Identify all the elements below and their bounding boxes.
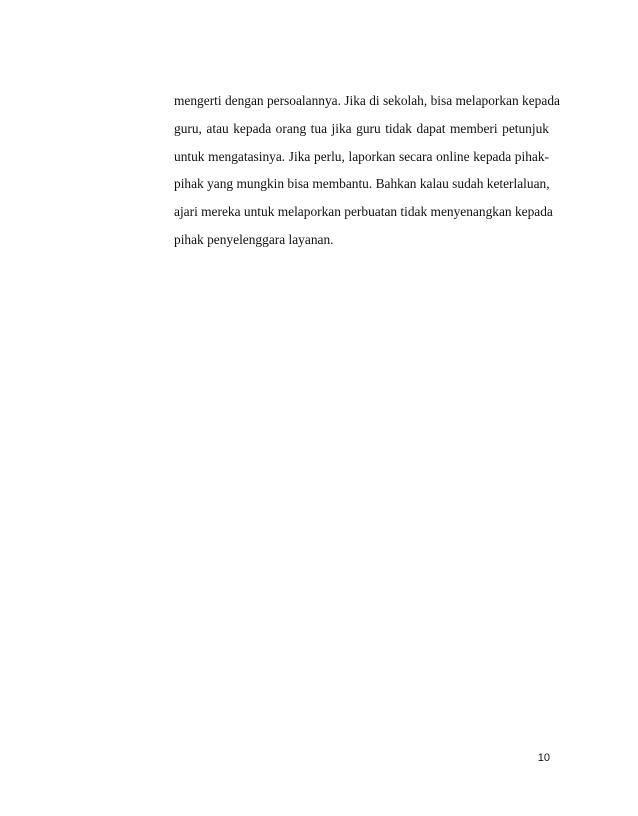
body-paragraph [174,87,560,254]
paragraph-line: pihak yang mungkin bisa membantu. Bahkan kalau sudah keterlaluan, [174,176,550,192]
paragraph-line: mengerti dengan persoalannya. Jika di sekolah, bisa melaporkan kepada [174,93,560,108]
paragraph-line: pihak penyelenggara layanan. [174,231,334,247]
paragraph-line: ajari mereka untuk melaporkan perbuatan tidak menyenangkan kepada [174,204,553,220]
paragraph-line: guru, atau kepada orang tua jika guru tidak dapat memberi petunjuk [174,120,549,136]
page-number: 10 [537,752,550,764]
paragraph-line: untuk mengatasinya. Jika perlu, laporkan secara online kepada pihak- [174,148,549,164]
